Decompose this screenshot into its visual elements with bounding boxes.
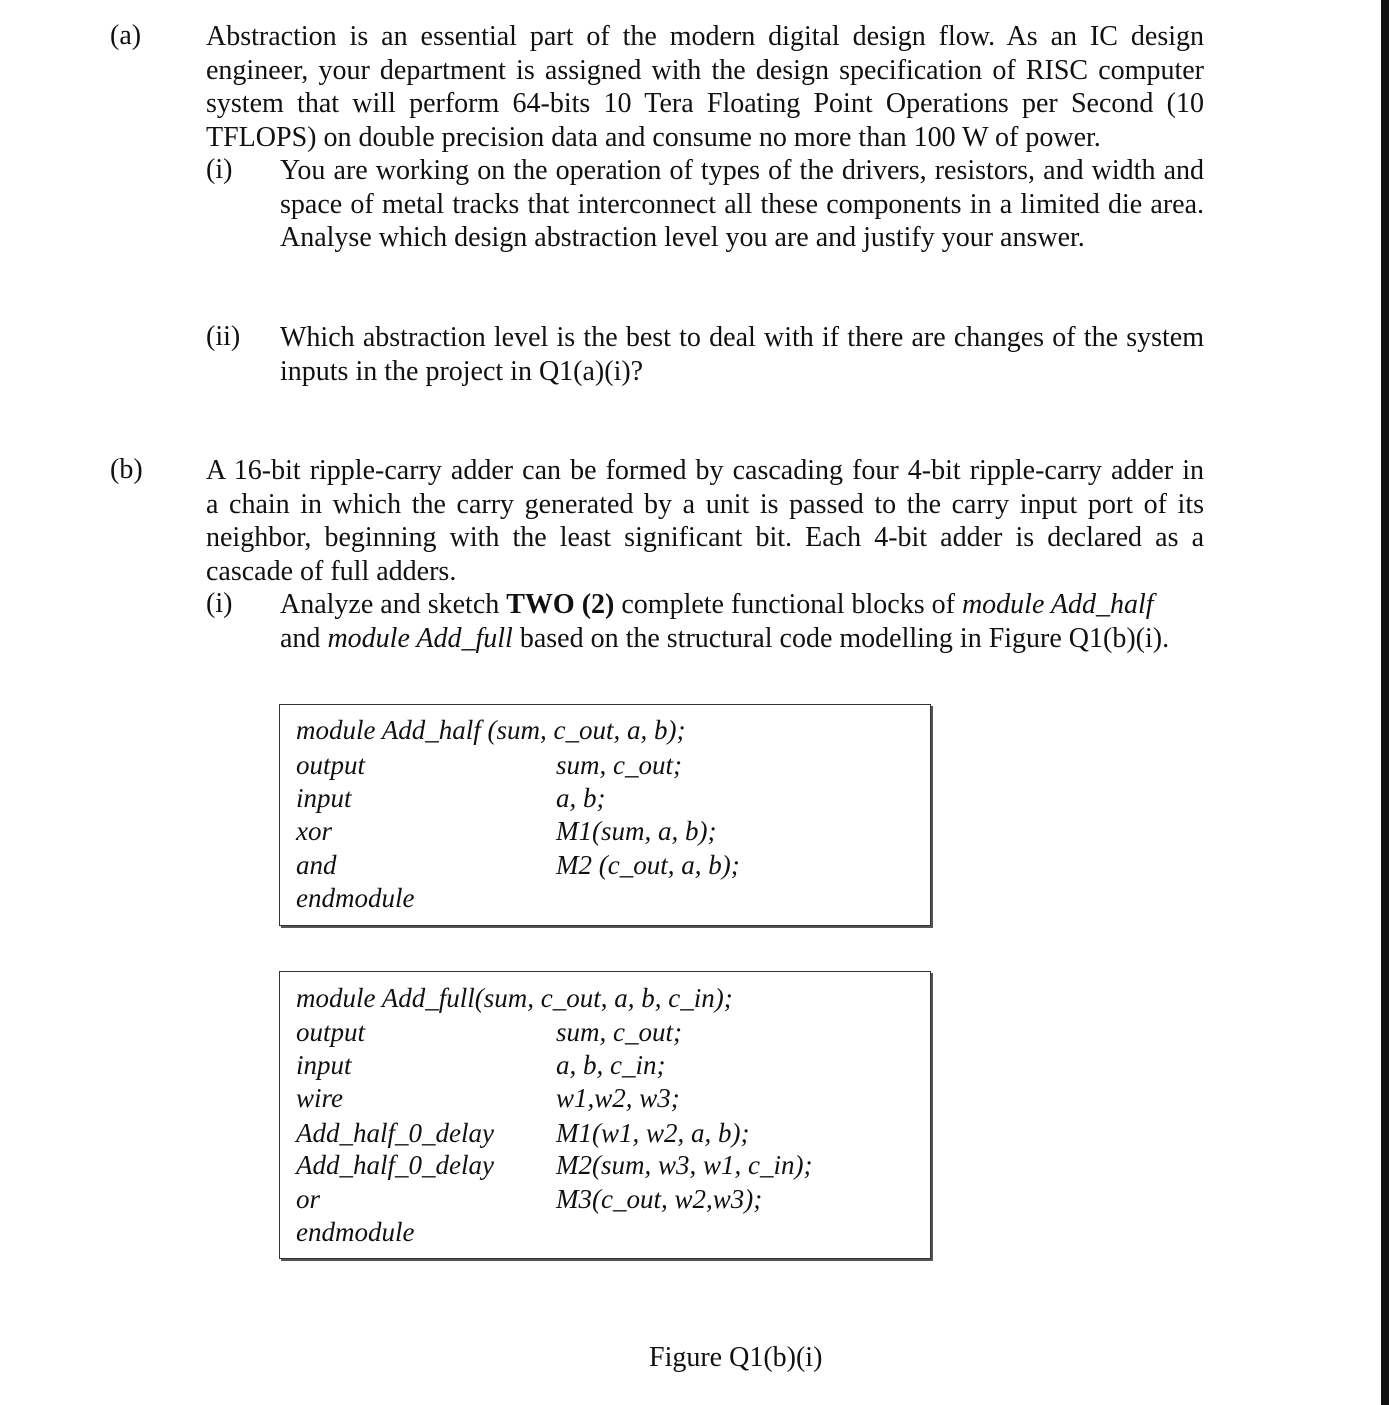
part-b-i-italic-1: module Add_half <box>961 589 1154 620</box>
code-keyword: input <box>296 1050 352 1080</box>
part-a-i-line: You are working on the operation of types of the drivers, resistors, and width and <box>280 155 1204 186</box>
code-keyword: Add_half_0_delay <box>296 1118 494 1148</box>
part-b-i-bold: TWO (2) <box>506 589 615 620</box>
code-keyword: output <box>296 750 366 780</box>
page-edge <box>1381 0 1389 1405</box>
part-a-i-line: Analyse which design abstraction level you are and justify your answer. <box>280 222 1085 253</box>
code-keyword: and <box>296 850 337 880</box>
part-b-i-italic-2: module Add_full <box>327 622 513 654</box>
code-keyword: Add_half_0_delay <box>296 1150 494 1180</box>
part-b-i-text-c: and <box>280 622 328 654</box>
code-args: a, b, c_in; <box>556 1050 666 1080</box>
code-args: a, b; <box>556 783 606 813</box>
figure-caption: Figure Q1(b)(i) <box>649 1342 823 1373</box>
part-a-line: system that will perform 64-bits 10 Tera Floating Point Operations per Second (10 <box>206 88 1204 119</box>
part-b-line: a chain in which the carry generated by a unit is passed to the carry input port of its <box>206 488 1204 520</box>
part-a-i-line: space of metal tracks that interconnect all these components in a limited die area. <box>280 188 1204 220</box>
part-b-i-text-d: based on the structural code modelling in Figure Q1(b)(i). <box>512 622 1170 654</box>
part-a-i-label: (i) <box>206 154 233 185</box>
part-a-text <box>206 20 1204 154</box>
code-keyword: input <box>296 783 352 813</box>
part-b-i-text <box>280 588 1220 655</box>
part-a-ii-line: inputs in the project in Q1(a)(i)? <box>280 355 644 387</box>
part-a-line: Abstraction is an essential part of the modern digital design flow. As an IC design <box>206 21 1204 52</box>
code-args: M1(w1, w2, a, b); <box>556 1118 750 1148</box>
code-header: module Add_half (sum, c_out, a, b); <box>296 715 686 745</box>
part-a-ii-text <box>280 321 1204 388</box>
code-args: w1,w2, w3; <box>556 1083 680 1113</box>
code-args: M3(c_out, w2,w3); <box>556 1184 763 1214</box>
part-a-ii-line: Which abstraction level is the best to deal with if there are changes of the system <box>280 322 1204 353</box>
part-b-i-label: (i) <box>206 588 233 619</box>
code-keyword: xor <box>296 816 332 846</box>
part-b-label: (b) <box>110 454 143 485</box>
code-box-add-full <box>279 971 931 1259</box>
code-keyword: wire <box>296 1083 343 1113</box>
part-a-line: engineer, your department is assigned with the design specification of RISC computer <box>206 54 1204 86</box>
code-box-add-half <box>279 704 931 926</box>
code-keyword: output <box>296 1017 366 1047</box>
code-args: M2 (c_out, a, b); <box>556 850 740 880</box>
code-footer: endmodule <box>296 883 415 913</box>
code-args: M1(sum, a, b); <box>556 816 717 846</box>
part-b-text <box>206 454 1204 588</box>
part-b-i-text-b: complete functional blocks of <box>614 589 962 620</box>
code-keyword: or <box>296 1184 321 1214</box>
code-args: sum, c_out; <box>556 750 682 780</box>
part-b-line: neighbor, beginning with the least significant bit. Each 4-bit adder is declared as a <box>206 522 1204 553</box>
code-args: sum, c_out; <box>556 1017 682 1047</box>
part-a-line: TFLOPS) on double precision data and consume no more than 100 W of power. <box>206 121 1101 153</box>
part-a-ii-label: (ii) <box>206 321 241 352</box>
part-a-i-text <box>280 154 1204 255</box>
part-b-line: A 16-bit ripple-carry adder can be formed by cascading four 4-bit ripple-carry adder in <box>206 455 1204 486</box>
part-b-line: cascade of full adders. <box>206 555 457 587</box>
part-b-i-text-a: Analyze and sketch <box>280 589 507 620</box>
part-a-label: (a) <box>110 20 142 51</box>
code-args: M2(sum, w3, w1, c_in); <box>556 1150 813 1180</box>
code-footer: endmodule <box>296 1217 415 1247</box>
code-header: module Add_full(sum, c_out, a, b, c_in); <box>296 983 733 1013</box>
